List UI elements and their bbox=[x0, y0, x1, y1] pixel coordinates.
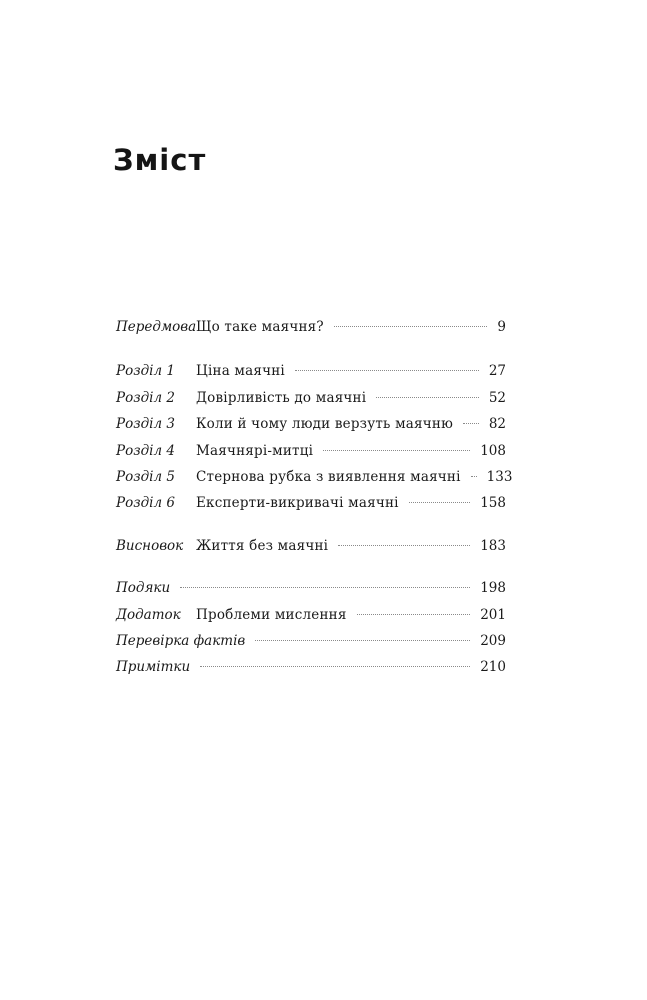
toc-entry-label: Додаток bbox=[116, 606, 181, 623]
toc-entry-label: Розділ 5 bbox=[116, 468, 175, 485]
toc-entry-chapter bbox=[116, 385, 506, 411]
dot-leader bbox=[357, 614, 471, 615]
toc-entry-title: Стернова рубка з виявлення маячні bbox=[196, 468, 461, 485]
toc-entry-title: Маячнярі-митці bbox=[196, 442, 314, 459]
toc-entry-page: 183 bbox=[480, 537, 506, 554]
toc-entry-title: Життя без маячні bbox=[196, 537, 329, 554]
toc-entry-title: Довірливість до маячні bbox=[196, 389, 367, 406]
toc-entry-page: 108 bbox=[480, 442, 506, 459]
toc-entry-acknowledgements bbox=[116, 575, 506, 601]
dot-leader bbox=[471, 476, 477, 477]
toc-entry-label: Розділ 3 bbox=[116, 416, 175, 433]
toc-group-chapters bbox=[116, 358, 513, 516]
toc-entry-label: Висновок bbox=[116, 537, 184, 554]
dot-leader bbox=[334, 326, 488, 327]
toc-entry-label: Розділ 1 bbox=[116, 363, 175, 380]
toc-entry-label: Подяки bbox=[116, 580, 171, 597]
toc-group-preface bbox=[116, 314, 506, 340]
toc-entry-title: Коли й чому люди верзуть маячню bbox=[196, 416, 454, 433]
toc-entry-title: Проблеми мислення bbox=[196, 606, 347, 623]
toc-entry-preface bbox=[116, 314, 506, 340]
toc-entry-conclusion bbox=[116, 533, 506, 559]
dot-leader bbox=[295, 370, 479, 371]
toc-entry-label: Примітки bbox=[116, 659, 191, 676]
toc-group-conclusion bbox=[116, 533, 506, 559]
toc-entry-chapter bbox=[116, 490, 506, 516]
toc-entry-notes bbox=[116, 654, 506, 680]
dot-leader bbox=[200, 666, 470, 667]
toc-entry-chapter bbox=[116, 411, 506, 437]
page-title: Зміст bbox=[113, 143, 207, 177]
toc-entry-page: 52 bbox=[488, 389, 506, 406]
toc-entry-appendix bbox=[116, 602, 506, 628]
toc-entry-label: Розділ 6 bbox=[116, 495, 175, 512]
toc-entry-chapter bbox=[116, 464, 513, 490]
toc-entry-page: 209 bbox=[480, 632, 506, 649]
toc-entry-page: 82 bbox=[488, 416, 506, 433]
toc-entry-page: 9 bbox=[497, 319, 506, 335]
toc-entry-chapter bbox=[116, 358, 506, 384]
toc-group-back-matter bbox=[116, 575, 506, 681]
dot-leader bbox=[463, 423, 479, 424]
toc-entry-chapter bbox=[116, 438, 506, 464]
dot-leader bbox=[323, 450, 470, 451]
toc-entry-title: Ціна маячні bbox=[196, 363, 285, 380]
dot-leader bbox=[376, 397, 479, 398]
toc-entry-label: Розділ 4 bbox=[116, 442, 175, 459]
toc-entry-fact-check bbox=[116, 628, 506, 654]
dot-leader bbox=[338, 545, 470, 546]
toc-entry-page: 158 bbox=[480, 495, 506, 512]
table-of-contents bbox=[116, 314, 513, 681]
toc-entry-title: Що таке маячня? bbox=[196, 319, 324, 335]
toc-entry-label: Передмова bbox=[116, 319, 197, 335]
toc-entry-page: 198 bbox=[480, 580, 506, 597]
toc-entry-page: 27 bbox=[488, 363, 506, 380]
toc-entry-page: 133 bbox=[486, 468, 513, 485]
toc-entry-page: 201 bbox=[480, 606, 506, 623]
toc-entry-label: Розділ 2 bbox=[116, 389, 175, 406]
dot-leader bbox=[180, 587, 470, 588]
toc-entry-label: Перевірка фактів bbox=[116, 632, 246, 649]
dot-leader bbox=[409, 502, 471, 503]
toc-entry-page: 210 bbox=[480, 659, 506, 676]
dot-leader bbox=[255, 640, 470, 641]
toc-entry-title: Експерти-викривачі маячні bbox=[196, 495, 399, 512]
